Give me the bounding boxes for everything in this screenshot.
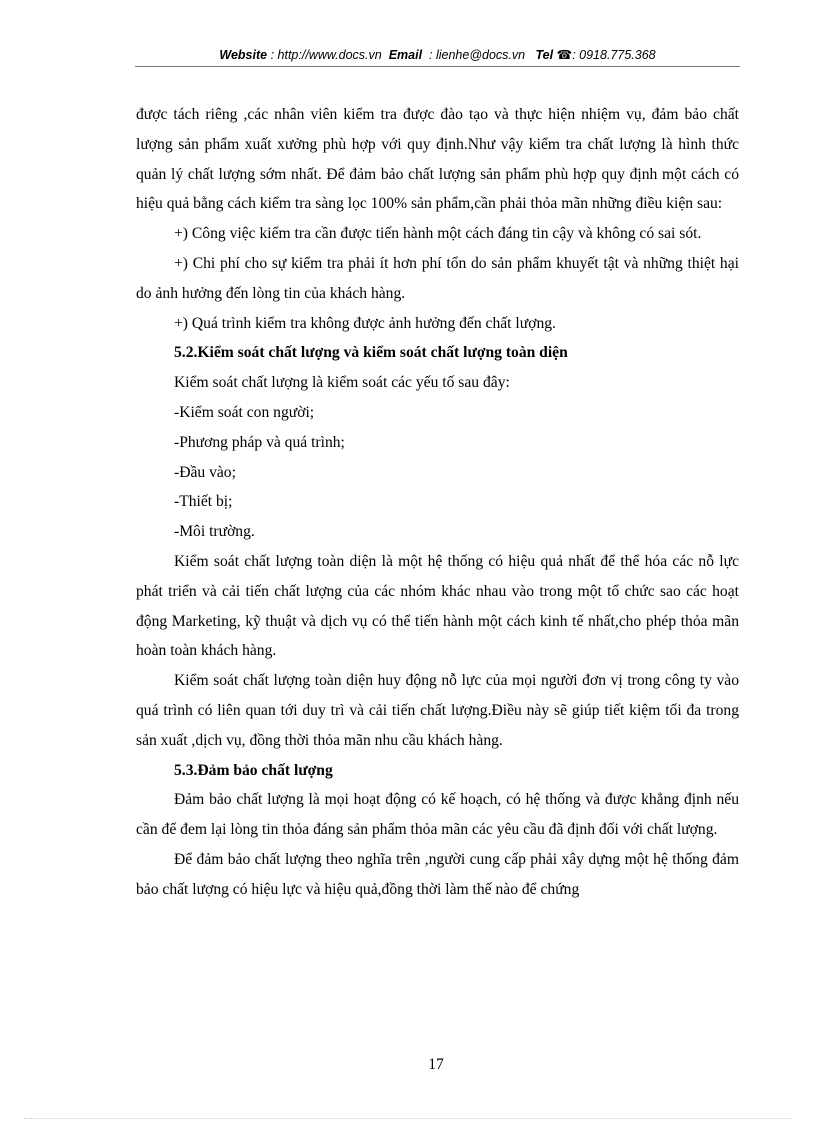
phone-icon: ☎ bbox=[556, 48, 573, 62]
document-body bbox=[136, 100, 739, 905]
paragraph-8: Đảm bảo chất lượng là mọi hoạt động có kế hoạch, có hệ thống và được khẳng định nếu cần để đem lại lòng tin thỏa đáng sản phẩm thỏa mãn các yêu cầu đã định đối với chất lượng. bbox=[136, 791, 739, 839]
paragraph-1: được tách riêng ,các nhân viên kiểm tra được đào tạo và thực hiện nhiệm vụ, đảm bảo chất lượng sản phẩm xuất xưởng phù hợp với quy định.Như vậy kiểm tra chất lượng là hình thức quản lý chất lượng sớm nhất. Để đảm bảo chất lượng sản phẩm phù hợp quy định một cách có hiệu quả bằng cách kiểm tra sàng lọc 100% sản phẩm,cần phải thỏa mãn những điều kiện sau: bbox=[136, 106, 739, 213]
list-item: -Đầu vào; bbox=[174, 463, 236, 481]
website-label: Website bbox=[219, 48, 268, 62]
list-item: -Kiểm soát con người; bbox=[174, 403, 315, 421]
page-number: 17 bbox=[428, 1056, 444, 1073]
tel-label: Tel bbox=[535, 48, 554, 62]
website-value: : http://www.docs.vn bbox=[270, 48, 382, 62]
section-heading-5-3: 5.3.Đảm bảo chất lượng bbox=[174, 761, 333, 779]
list-item: -Môi trường. bbox=[174, 523, 255, 541]
tel-value: : 0918.775.368 bbox=[572, 48, 656, 62]
paragraph-9: Để đảm bảo chất lượng theo nghĩa trên ,người cung cấp phải xây dựng một hệ thống đảm bảo chất lượng có hiệu lực và hiệu quả,đồng thời làm thế nào để chứng bbox=[136, 850, 739, 898]
paragraph-3: +) Chi phí cho sự kiểm tra phải ít hơn phí tổn do sản phẩm khuyết tật và những thiệt hại do ảnh hưởng đến lòng tin của khách hàng. bbox=[136, 254, 739, 302]
email-value: : lienhe@docs.vn bbox=[429, 48, 526, 62]
list-item: -Phương pháp và quá trình; bbox=[174, 433, 345, 451]
paragraph-7: Kiểm soát chất lượng toàn diện huy động nỗ lực của mọi người đơn vị trong công ty vào quá trình có liên quan tới duy trì và cải tiến chất lượng.Điều này sẽ giúp tiết kiệm tối đa trong sản xuất ,dịch vụ, đồng thời thỏa mãn nhu cầu khách hàng. bbox=[136, 672, 739, 749]
page-header bbox=[135, 46, 740, 64]
paragraph-5: Kiểm soát chất lượng là kiểm soát các yếu tố sau đây: bbox=[174, 374, 510, 392]
paragraph-2: +) Công việc kiểm tra cần được tiến hành một cách đáng tin cậy và không có sai sót. bbox=[174, 225, 702, 243]
header-divider bbox=[135, 66, 740, 67]
section-heading-5-2: 5.2.Kiểm soát chất lượng và kiểm soát chất lượng toàn diện bbox=[174, 344, 568, 362]
footer-divider bbox=[24, 1118, 792, 1119]
paragraph-4: +) Quá trình kiểm tra không được ảnh hưởng đến chất lượng. bbox=[174, 314, 556, 332]
paragraph-6: Kiểm soát chất lượng toàn diện là một hệ thống có hiệu quả nhất để thể hóa các nỗ lực phát triển và cải tiến chất lượng của các nhóm khác nhau vào trong một tổ chức sao các hoạt động Marketing, kỹ thuật và dịch vụ có thể tiến hành một cách kinh tế nhất,cho phép thỏa mãn hoàn toàn khách hàng. bbox=[136, 552, 739, 660]
email-label: Email bbox=[388, 48, 423, 62]
list-item: -Thiết bị; bbox=[174, 493, 233, 511]
